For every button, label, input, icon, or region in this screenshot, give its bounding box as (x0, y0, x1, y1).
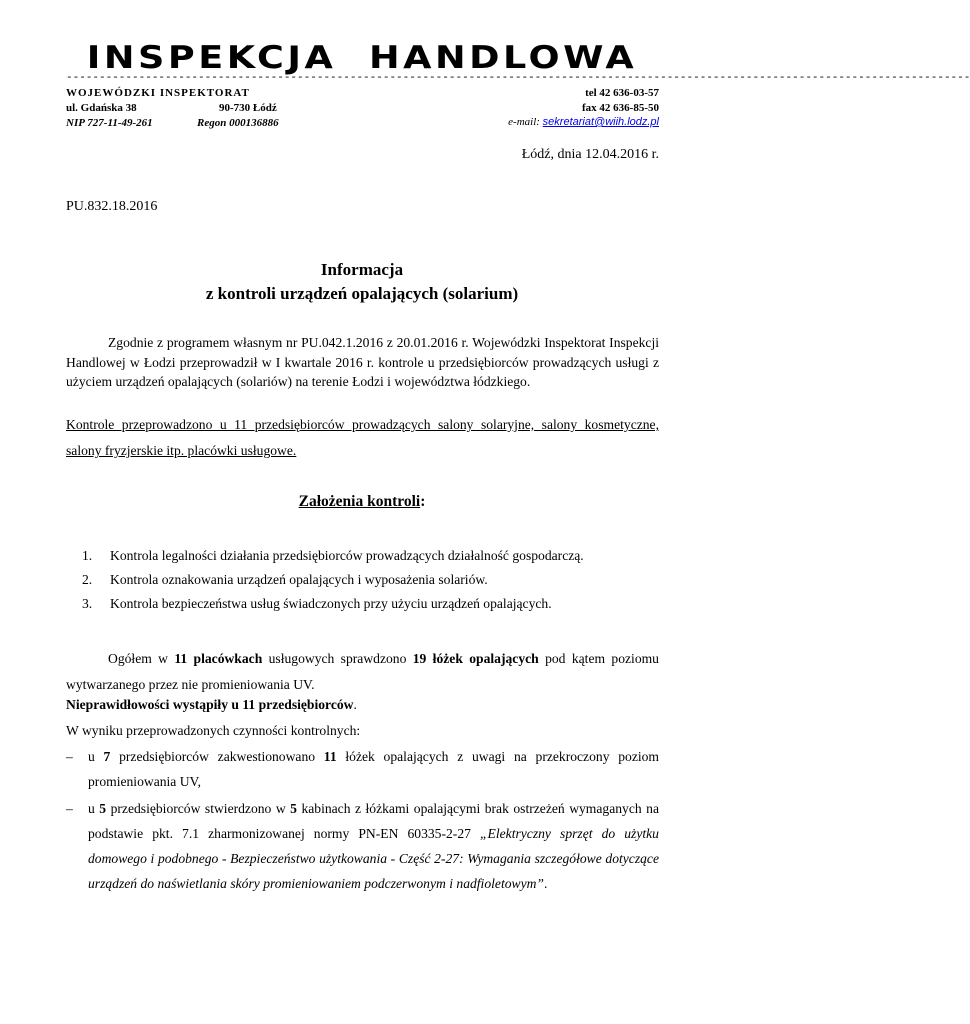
irregularities-end: . (353, 697, 357, 712)
summary-places: 11 placówkach (174, 651, 263, 666)
list-item-text: Kontrola legalności działania przedsiębiorców prowadzących działalność gospodarczą. (110, 548, 584, 563)
list-item (82, 568, 662, 592)
text: . (544, 876, 548, 891)
email-link[interactable]: sekretariat@wiih.lodz.pl (542, 116, 659, 128)
text: u (88, 801, 100, 816)
postcode-city: 90-730 Łódź (219, 102, 277, 114)
count: 7 (103, 749, 111, 764)
assumptions-list (82, 544, 662, 616)
text: kabinach z łóżkami opalającymi brak ostrzeżeń wymaganych na podstawie pkt. 7.1 zharmonizowanej normy PN-EN 60335-2-27 (88, 801, 659, 841)
list-item (82, 544, 662, 568)
list-item-number: 1. (82, 548, 93, 563)
reference-number: PU.832.18.2016 (66, 199, 158, 214)
assumptions-heading (62, 491, 662, 513)
email-line (508, 115, 659, 130)
email-label: e-mail: (508, 116, 540, 128)
summary-text: Ogółem w (108, 651, 175, 666)
count: 11 (323, 749, 337, 764)
text: łóżek opalających z uwagi na przekroczony poziom promieniowania UV, (88, 749, 660, 789)
standard-title: „Elektryczny sprzęt do użytku domowego i podobnego - Bezpieczeństwo użytkowania - Część 2-27: Wymagania szczegółowe dotyczące urządzeń do naświetlania skóry promieniowaniem podczerwonym i nadfioletowym” (88, 826, 659, 891)
text: przedsiębiorców zakwestionowano (110, 749, 324, 764)
assumptions-heading-colon: : (420, 493, 426, 510)
street-address: ul. Gdańska 38 (66, 102, 137, 114)
doc-title-line2: z kontroli urządzeń opalających (solarium) (205, 284, 519, 303)
letterhead-title: INSPEKCJA HANDLOWA (86, 40, 638, 76)
list-item (66, 744, 659, 794)
text: u (88, 749, 104, 764)
intro-paragraph: Zgodnie z programem własnym nr PU.042.1.2016 z 20.01.2016 r. Wojewódzki Inspektorat Inspekcji Handlowej w Łodzi przeprowadził w I kwartale 2016 r. kontrole u przedsiębiorców prowadzących usługi z użyciem urządzeń opalających (solariów) na terenie Łodzi i województwa łódzkiego. (66, 335, 659, 389)
count: 5 (290, 801, 297, 816)
doc-title-line1: Informacja (320, 260, 404, 279)
irregularities-text: Nieprawidłowości wystąpiły u 11 przedsiębiorców (66, 697, 354, 712)
summary-beds: 19 łóżek opalających (412, 651, 539, 666)
results-lead: W wyniku przeprowadzonych czynności kontrolnych: (66, 723, 361, 738)
irregularities-line (66, 695, 357, 715)
list-item-number: 3. (82, 596, 93, 611)
fax-number: fax 42 636-85-50 (582, 102, 659, 114)
list-item-number: 2. (82, 572, 93, 587)
list-item-text: Kontrola bezpieczeństwa usług świadczonych przy użyciu urządzeń opalających. (110, 596, 552, 611)
results-summary (66, 646, 659, 698)
list-item (66, 796, 659, 896)
date-line: Łódź, dnia 12.04.2016 r. (521, 147, 659, 162)
results-list (66, 744, 659, 896)
list-item-text (88, 744, 659, 794)
phone-number: tel 42 636-03-57 (585, 87, 659, 99)
dash-bullet: – (66, 749, 73, 764)
dash-bullet: – (66, 801, 73, 816)
letterhead-separator: ----------------------------------------------------------------------------------------------------------------------------------------- (66, 72, 970, 84)
assumptions-heading-text: Założenia kontroli (298, 493, 421, 510)
summary-text: pod kątem poziomu wytwarzanego przez nie promieniowania UV. (66, 651, 659, 692)
org-name: WOJEWÓDZKI INSPEKTORAT (66, 87, 250, 99)
regon-number: Regon 000136886 (197, 117, 279, 129)
intro-scope-paragraph: Kontrole przeprowadzono u 11 przedsiębiorców prowadzących salony solaryjne, salony kosmetyczne, salony fryzjerskie itp. placówki usługowe. (66, 417, 659, 458)
list-item (82, 592, 662, 616)
nip-number: NIP 727-11-49-261 (66, 117, 153, 129)
summary-text: usługowych sprawdzono (262, 651, 413, 666)
text: przedsiębiorców stwierdzono w (106, 801, 291, 816)
list-item-text: Kontrola oznakowania urządzeń opalających i wyposażenia solariów. (110, 572, 488, 587)
count: 5 (99, 801, 107, 816)
list-item-text (88, 796, 659, 896)
